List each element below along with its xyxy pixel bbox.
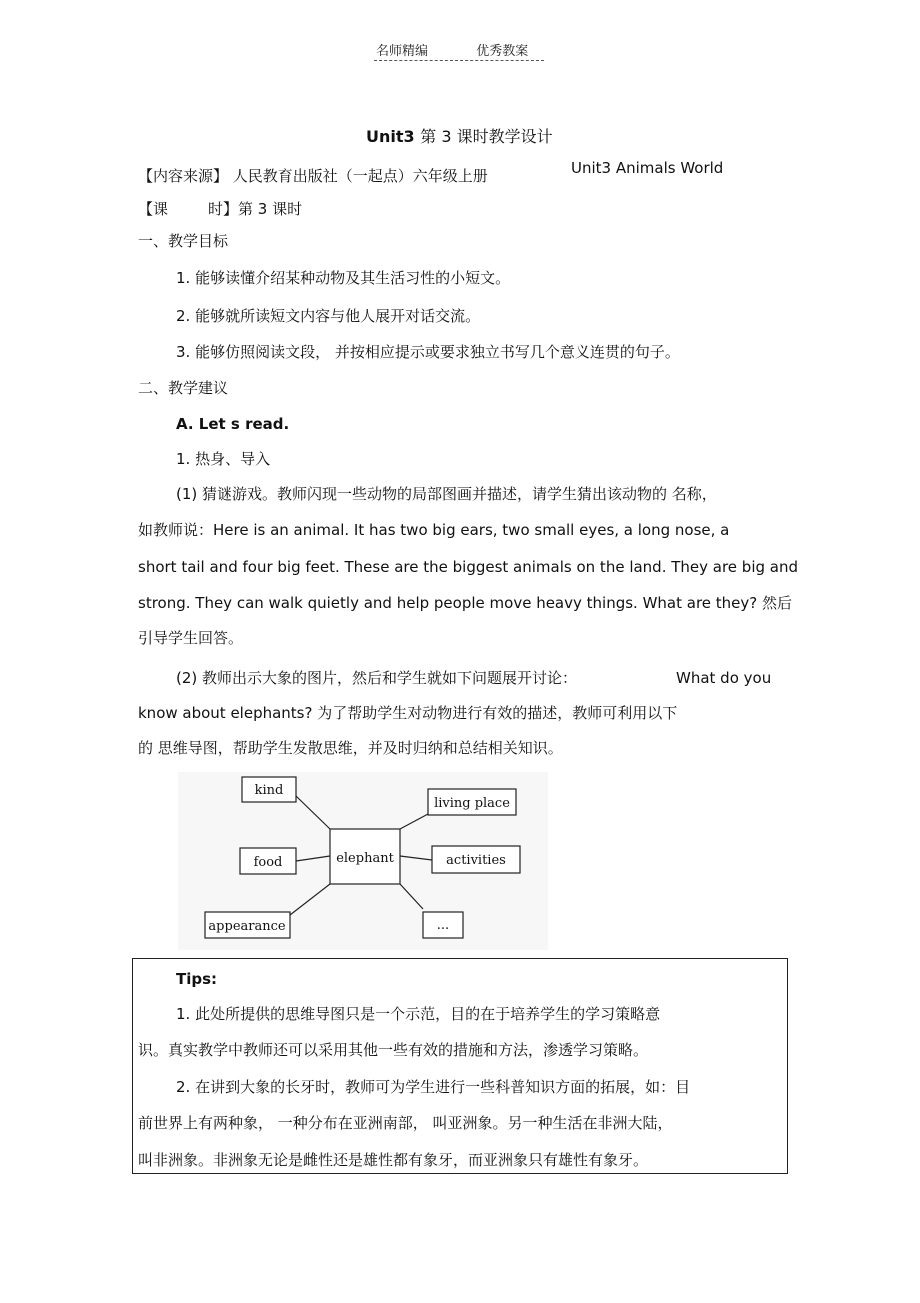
source-line: [138, 166, 488, 186]
para1-line: strong. They can walk quietly and help people move heavy things. What are they? 然后: [138, 594, 793, 612]
title-rest: 第 3 课时教学设计: [420, 127, 553, 146]
connector-line: [296, 796, 330, 829]
tips-line: 1. 此处所提供的思维导图只是一个示范，目的在于培养学生的学习策略意: [176, 1005, 661, 1023]
tips-line: 2. 在讲到大象的长牙时，教师可为学生进行一些科普知识方面的拓展，如：目: [176, 1078, 691, 1096]
center-label: elephant: [336, 851, 394, 866]
page-header: [376, 40, 528, 59]
kind-label: kind: [254, 783, 284, 798]
lesson-label-b: 时】第 3 课时: [208, 200, 303, 218]
tips-box: [132, 958, 788, 1174]
connector-line: [400, 884, 423, 909]
para2-line3: 的 思维导图，帮助学生发散思维，并及时归纳和总结相关知识。: [138, 739, 563, 757]
para1-line: short tail and four big feet. These are the biggest animals on the land. They are big and: [138, 558, 799, 576]
tips-line: 识。真实教学中教师还可以采用其他一些有效的措施和方法，渗透学习策略。: [138, 1041, 649, 1059]
section1-heading: 一、教学目标: [138, 232, 229, 250]
more-label: ...: [436, 918, 450, 933]
source-label: 【内容来源】: [138, 167, 229, 185]
para2-line1-cn: (2) 教师出示大象的图片，然后和学生就如下问题展开讨论：: [176, 669, 578, 687]
header-left: 名师精编: [376, 44, 429, 59]
mindmap-diagram: [178, 772, 548, 950]
header-divider: [374, 60, 544, 61]
tips-title: Tips:: [176, 970, 218, 988]
header-right: 优秀教案: [476, 44, 529, 59]
connector-line: [290, 884, 330, 915]
para1-line: (1) 猜谜游戏。教师闪现一些动物的局部图画并描述，请学生猜出该动物的 名称，: [176, 485, 717, 503]
food-label: food: [253, 855, 283, 870]
goal-item: 2. 能够就所读短文内容与他人展开对话交流。: [176, 307, 481, 325]
connector-line: [400, 856, 432, 860]
lesson-line: [138, 199, 302, 219]
section2-heading: 二、教学建议: [138, 379, 229, 397]
living-place-label: living place: [434, 796, 510, 811]
appearance-label: appearance: [208, 919, 286, 934]
title-prefix: Unit3: [366, 127, 415, 146]
para1-line: 引导学生回答。: [138, 629, 244, 647]
para2-line2: know about elephants? 为了帮助学生对动物进行有效的描述，教师可利用以下: [138, 704, 678, 722]
connector-line: [296, 856, 330, 861]
unit-name: Unit3 Animals World: [571, 159, 724, 177]
section2-subheading: A. Let s read.: [176, 415, 290, 433]
step1-heading: 1. 热身、导入: [176, 450, 271, 468]
tips-line: 前世界上有两种象， 一种分布在亚洲南部， 叫亚洲象。另一种生活在非洲大陆，: [138, 1114, 673, 1132]
para1-line: 如教师说：Here is an animal. It has two big ears, two small eyes, a long nose, a: [138, 521, 730, 539]
goal-item: 1. 能够读懂介绍某种动物及其生活习性的小短文。: [176, 269, 511, 287]
activities-label: activities: [446, 853, 506, 868]
goal-item: 3. 能够仿照阅读文段， 并按相应提示或要求独立书写几个意义连贯的句子。: [176, 343, 680, 361]
page-title: [366, 124, 553, 147]
connector-line: [400, 814, 428, 829]
source-value: 人民教育出版社（一起点）六年级上册: [232, 167, 488, 185]
tips-line: 叫非洲象。非洲象无论是雌性还是雄性都有象牙，而亚洲象只有雄性有象牙。: [138, 1151, 649, 1169]
para2-line1-en: What do you: [676, 669, 772, 687]
lesson-label-a: 【课: [138, 200, 169, 218]
